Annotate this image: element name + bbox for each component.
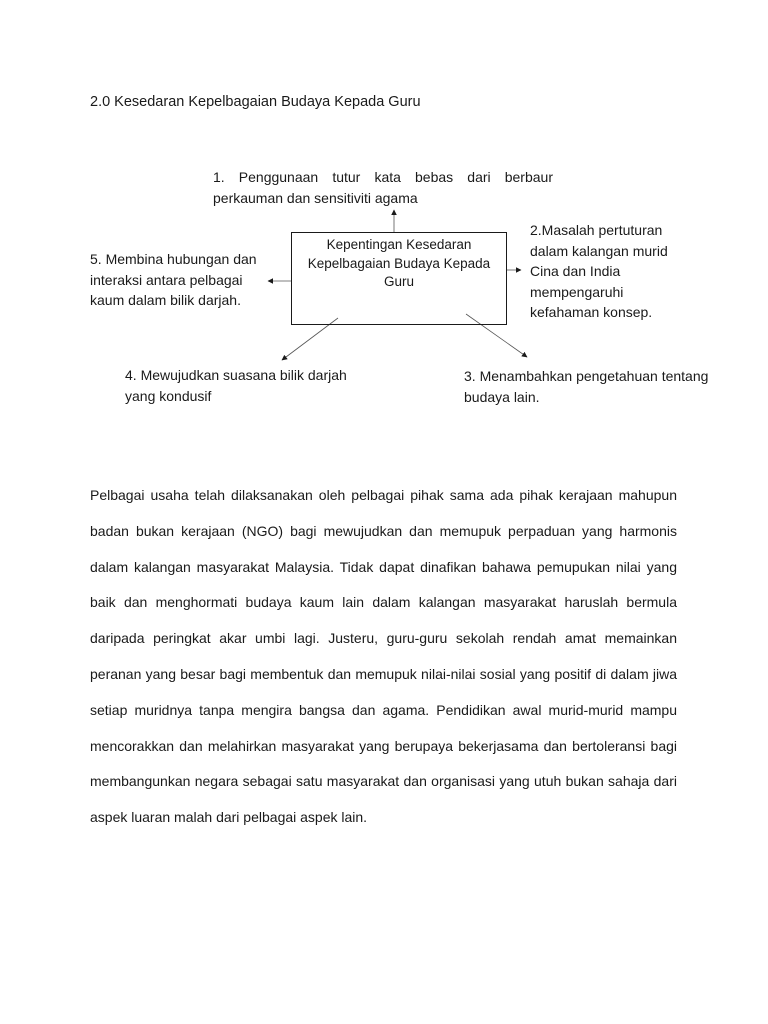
diagram-node-5: 5. Membina hubungan dan interaksi antara pelbagai kaum dalam bilik darjah.	[90, 251, 257, 308]
diagram-node-4: 4. Mewujudkan suasana bilik darjah yang kondusif	[125, 367, 347, 404]
diagram-node-2: 2.Masalah pertuturan dalam kalangan murid Cina dan India mempengaruhi kefahaman konsep.	[530, 222, 668, 320]
diagram-node-1: 1. Penggunaan tutur kata bebas dari berbaur perkauman dan sensitiviti agama	[213, 169, 553, 206]
body-paragraph: Pelbagai usaha telah dilaksanakan oleh pelbagai pihak sama ada pihak kerajaan mahupun badan bukan kerajaan (NGO) bagi mewujudkan dan memupuk perpaduan yang harmonis dalam kalangan masyarakat Malaysia. Tidak dapat dinafikan bahawa pemupukan nilai yang baik dan menghormati budaya kaum lain dalam kalangan masyarakat haruslah bermula daripada peringkat akar umbi lagi. Justeru, guru-guru sekolah rendah amat memainkan peranan yang besar bagi membentuk dan memupuk nilai-nilai sosial yang positif di dalam jiwa setiap muridnya tanpa mengira bangsa dan agama. Pendidikan awal murid-murid mampu mencorakkan dan melahirkan masyarakat yang berupaya bekerjasama dan bertoleransi bagi membangunkan negara sebagai satu masyarakat dan organisasi yang utuh bukan sahaja dari aspek luaran malah dari pelbagai aspek lain.	[90, 487, 677, 826]
diagram-center-box: Kepentingan Kesedaran Kepelbagaian Budaya Kepada Guru	[291, 232, 507, 325]
section-heading: 2.0 Kesedaran Kepelbagaian Budaya Kepada Guru	[90, 94, 421, 110]
concept-diagram	[0, 0, 768, 430]
diagram-node-3: 3. Menambahkan pengetahuan tentang budaya lain.	[464, 368, 709, 405]
